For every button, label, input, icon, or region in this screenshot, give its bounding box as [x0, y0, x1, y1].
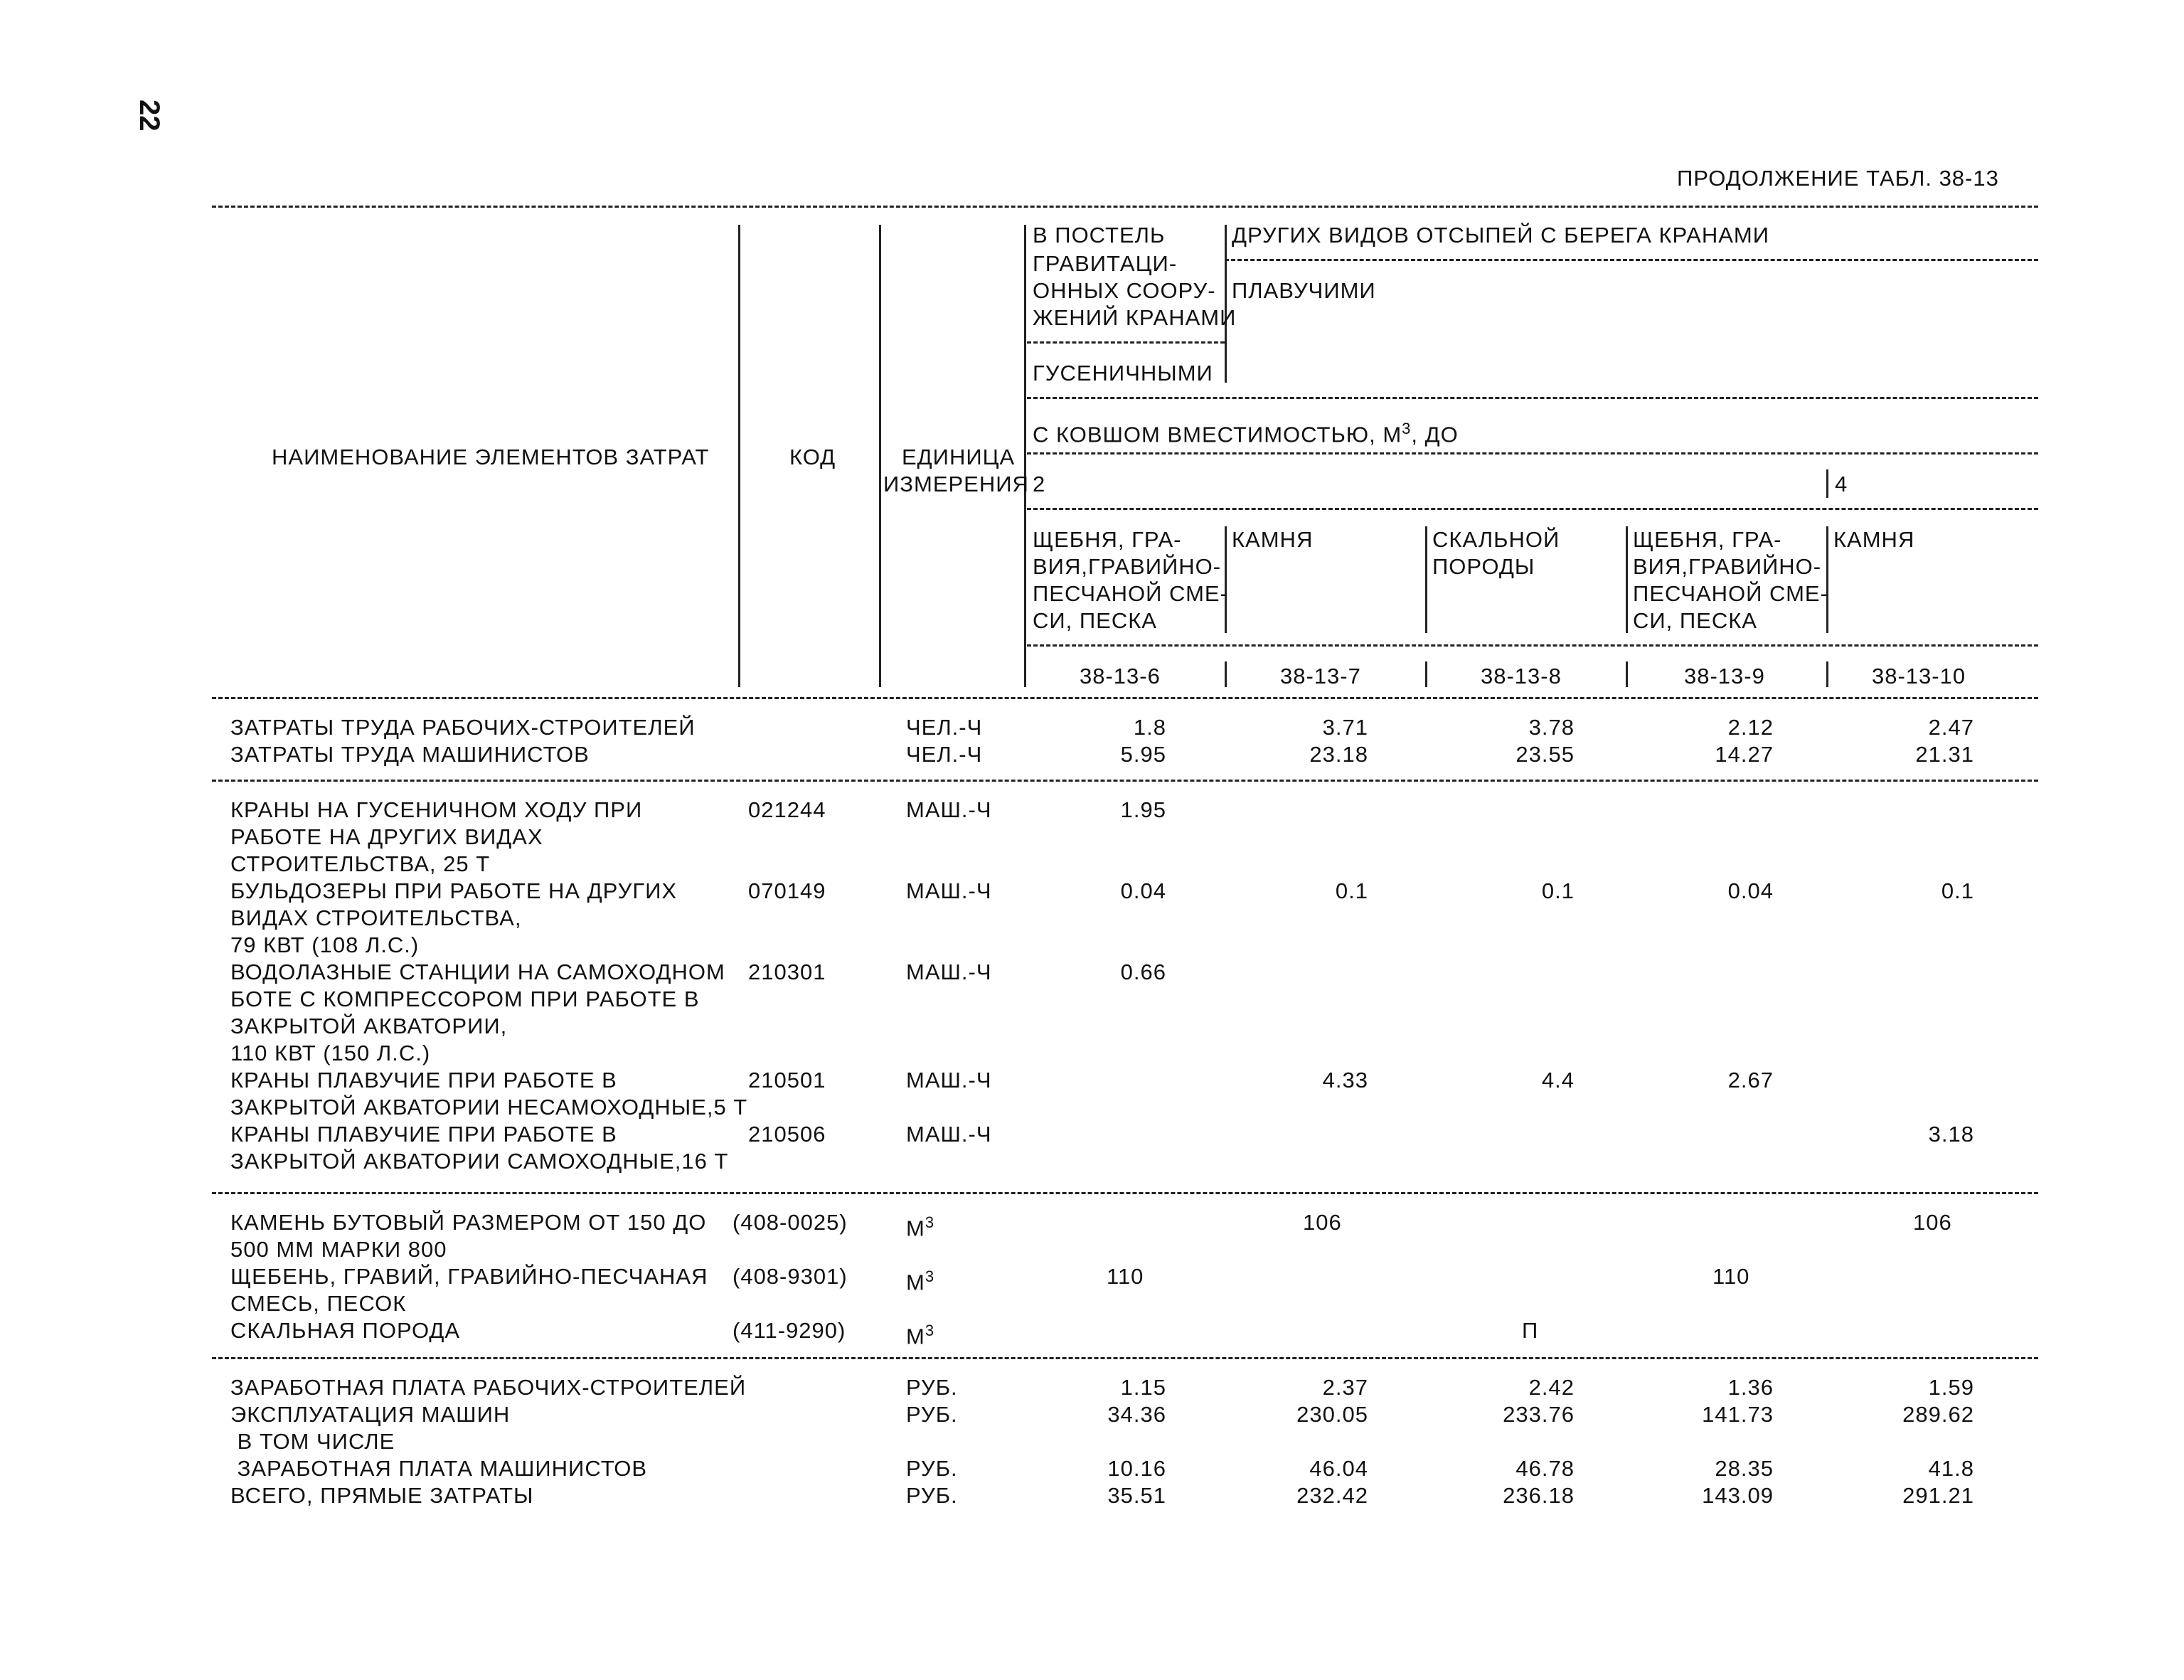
labor-row-unit: ЧЕЛ.-Ч [906, 742, 983, 767]
machine-row-name: ЗАКРЫТОЙ АКВАТОРИИ, [230, 1014, 508, 1038]
material-row-name: КАМЕНЬ БУТОВЫЙ РАЗМЕРОМ ОТ 150 ДО [230, 1210, 707, 1235]
header-bottom-border [212, 697, 2038, 699]
material-row-unit [906, 1263, 934, 1296]
machine-row-name: КРАНЫ ПЛАВУЧИЕ ПРИ РАБОТЕ В [230, 1122, 617, 1147]
material-unit-text: М [906, 1270, 925, 1295]
labor-row-value: 3.78 [1528, 715, 1575, 740]
labor-row-value: 1.8 [1133, 715, 1166, 740]
header-line-cap [1027, 508, 2038, 510]
header-m1-l4: СИ, ПЕСКА [1033, 608, 1157, 633]
machine-row-name: КРАНЫ НА ГУСЕНИЧНОМ ХОДУ ПРИ [230, 797, 643, 822]
total-row-unit: РУБ. [906, 1483, 958, 1508]
machine-row-name: РАБОТЕ НА ДРУГИХ ВИДАХ [230, 824, 543, 849]
machine-row-name: 110 КВТ (150 Л.С.) [230, 1041, 431, 1065]
machine-row-name: ВИДАХ СТРОИТЕЛЬСТВА, [230, 905, 522, 930]
header-m3-l1: СКАЛЬНОЙ [1432, 527, 1560, 552]
header-m4-l1: ЩЕБНЯ, ГРА- [1633, 527, 1782, 552]
header-m4-l4: СИ, ПЕСКА [1633, 608, 1757, 633]
material-row-value: 110 [1107, 1264, 1144, 1289]
material-unit-text: М [906, 1216, 925, 1241]
code-divider-4 [1826, 661, 1828, 687]
header-line-bucket-top [1027, 397, 2038, 399]
labor-row-name: ЗАТРАТЫ ТРУДА РАБОЧИХ-СТРОИТЕЛЕЙ [230, 715, 696, 740]
header-divider-unit [1024, 225, 1026, 687]
total-row-value: 2.42 [1528, 1375, 1575, 1400]
machine-row-unit: МАШ.-Ч [906, 1068, 992, 1092]
header-divider-cap [1826, 469, 1828, 498]
total-row-value: 236.18 [1503, 1483, 1575, 1508]
machine-row-unit: МАШ.-Ч [906, 1122, 992, 1147]
machine-row-name: СТРОИТЕЛЬСТВА, 25 Т [230, 851, 491, 876]
machine-row-code: 210301 [748, 959, 826, 984]
section-divider-machines [212, 1192, 2038, 1194]
material-row-unit [906, 1317, 934, 1350]
header-g1-l4: ЖЕНИЙ КРАНАМИ [1033, 305, 1237, 330]
header-divider-m4 [1826, 526, 1828, 633]
material-row-code: (408-9301) [733, 1264, 848, 1289]
total-row-value: 2.37 [1322, 1375, 1368, 1400]
material-row-value: П [1522, 1318, 1539, 1343]
total-row-unit: РУБ. [906, 1456, 958, 1481]
total-row-name: В ТОМ ЧИСЛЕ [230, 1429, 395, 1454]
header-m1-l1: ЩЕБНЯ, ГРА- [1033, 527, 1182, 552]
total-row-value: 35.51 [1107, 1483, 1166, 1508]
header-bucket-text: С КОВШОМ ВМЕСТИМОСТЬЮ, М [1033, 422, 1402, 447]
labor-row-value: 2.12 [1727, 715, 1774, 740]
machine-row-value: 1.95 [1120, 797, 1166, 822]
total-row-unit: РУБ. [906, 1375, 958, 1400]
labor-row-value: 23.18 [1309, 742, 1368, 767]
header-m4-l2: ВИЯ,ГРАВИЙНО- [1633, 554, 1822, 579]
total-row-value: 230.05 [1296, 1402, 1368, 1427]
col-code: 38-13-7 [1280, 664, 1361, 689]
material-unit-sup: 3 [925, 1267, 935, 1285]
machine-row-code: 021244 [748, 797, 826, 822]
machine-row-name: ЗАКРЫТОЙ АКВАТОРИИ НЕСАМОХОДНЫЕ,5 Т [230, 1095, 748, 1120]
material-row-name: СМЕСЬ, ПЕСОК [230, 1291, 407, 1316]
labor-row-value: 23.55 [1516, 742, 1575, 767]
machine-row-code: 210501 [748, 1068, 826, 1092]
material-row-code: (408-0025) [733, 1210, 848, 1235]
machine-row-code: 070149 [748, 878, 826, 903]
header-g1-l3: ОННЫХ СООРУ- [1033, 278, 1216, 303]
total-row-value: 232.42 [1296, 1483, 1368, 1508]
total-row-value: 143.09 [1702, 1483, 1774, 1508]
header-g2-sub: ПЛАВУЧИМИ [1232, 278, 1376, 303]
machine-row-value: 0.04 [1727, 878, 1774, 903]
header-m1-l2: ВИЯ,ГРАВИЙНО- [1033, 554, 1222, 579]
continuation-title: ПРОДОЛЖЕНИЕ ТАБЛ. 38-13 [1677, 166, 1999, 191]
total-row-value: 1.36 [1727, 1375, 1774, 1400]
total-row-value: 141.73 [1702, 1402, 1774, 1427]
total-row-name: ВСЕГО, ПРЯМЫЕ ЗАТРАТЫ [230, 1483, 534, 1508]
material-row-name: 500 ММ МАРКИ 800 [230, 1237, 447, 1262]
header-divider-m3 [1626, 526, 1628, 633]
header-line-g1 [1027, 341, 1225, 344]
header-divider-name [738, 225, 740, 687]
machine-row-unit: МАШ.-Ч [906, 878, 992, 903]
header-g1-l1: В ПОСТЕЛЬ [1033, 223, 1166, 248]
material-row-unit [906, 1209, 934, 1242]
machine-row-value: 4.4 [1541, 1068, 1575, 1092]
header-g2-l1: ДРУГИХ ВИДОВ ОТСЫПЕЙ С БЕРЕГА КРАНАМИ [1232, 223, 1770, 248]
header-divider-m2 [1425, 526, 1427, 633]
header-divider-m1 [1225, 526, 1227, 633]
machine-row-value: 0.1 [1541, 878, 1575, 903]
total-row-value: 41.8 [1928, 1456, 1974, 1481]
total-row-value: 289.62 [1902, 1402, 1974, 1427]
machine-row-code: 210506 [748, 1122, 826, 1147]
total-row-value: 1.59 [1928, 1375, 1974, 1400]
header-m4-l3: ПЕСЧАНОЙ СМЕ- [1633, 581, 1828, 606]
header-m5: КАМНЯ [1833, 527, 1915, 552]
machine-row-unit: МАШ.-Ч [906, 959, 992, 984]
header-m2: КАМНЯ [1232, 527, 1314, 552]
total-row-name: ЗАРАБОТНАЯ ПЛАТА МАШИНИСТОВ [230, 1456, 648, 1481]
total-row-value: 10.16 [1107, 1456, 1166, 1481]
material-unit-sup: 3 [925, 1213, 935, 1231]
machine-row-name: КРАНЫ ПЛАВУЧИЕ ПРИ РАБОТЕ В [230, 1068, 617, 1092]
header-line-material [1027, 644, 2038, 647]
machine-row-value: 0.1 [1941, 878, 1974, 903]
machine-row-value: 0.04 [1120, 878, 1166, 903]
total-row-name: ЭКСПЛУАТАЦИЯ МАШИН [230, 1402, 511, 1427]
material-row-value: 110 [1712, 1264, 1750, 1289]
header-bucket-sup: 3 [1402, 420, 1412, 437]
machine-row-value: 0.66 [1120, 959, 1166, 984]
header-name: НАИМЕНОВАНИЕ ЭЛЕМЕНТОВ ЗАТРАТ [272, 445, 710, 469]
material-row-value: 106 [1303, 1210, 1342, 1235]
page-number: 22 [134, 100, 165, 132]
col-code: 38-13-6 [1080, 664, 1161, 689]
labor-row-value: 14.27 [1715, 742, 1774, 767]
col-code: 38-13-9 [1684, 664, 1765, 689]
header-m1-l3: ПЕСЧАНОЙ СМЕ- [1033, 581, 1228, 606]
total-row-name: ЗАРАБОТНАЯ ПЛАТА РАБОЧИХ-СТРОИТЕЛЕЙ [230, 1375, 747, 1400]
code-divider-3 [1626, 661, 1628, 687]
total-row-value: 233.76 [1503, 1402, 1575, 1427]
total-row-value: 291.21 [1902, 1483, 1974, 1508]
material-row-name: ЩЕБЕНЬ, ГРАВИЙ, ГРАВИЙНО-ПЕСЧАНАЯ [230, 1264, 708, 1289]
code-divider-2 [1425, 661, 1427, 687]
col-code: 38-13-10 [1872, 664, 1966, 689]
machine-row-name: 79 КВТ (108 Л.С.) [230, 932, 420, 957]
code-divider-1 [1225, 661, 1227, 687]
labor-row-value: 21.31 [1915, 742, 1974, 767]
header-line-bucket-bottom [1027, 452, 2038, 454]
material-row-code: (411-9290) [733, 1318, 846, 1343]
header-code: КОД [789, 445, 836, 469]
machine-row-value: 0.1 [1335, 878, 1368, 903]
total-row-value: 46.78 [1516, 1456, 1575, 1481]
header-unit: ЕДИНИЦА [902, 445, 1016, 469]
header-cap-2: 2 [1033, 472, 1046, 496]
header-m3-l2: ПОРОДЫ [1432, 554, 1535, 579]
material-row-value: 106 [1913, 1210, 1952, 1235]
machine-row-unit: МАШ.-Ч [906, 797, 992, 822]
total-row-value: 28.35 [1715, 1456, 1774, 1481]
total-row-value: 34.36 [1107, 1402, 1166, 1427]
section-divider-labor [212, 780, 2038, 782]
total-row-value: 1.15 [1120, 1375, 1166, 1400]
header-bucket [1033, 415, 1459, 448]
header-unit-2: ИЗМЕРЕНИЯ [883, 472, 1029, 496]
table-top-border [212, 206, 2038, 208]
labor-row-unit: ЧЕЛ.-Ч [906, 715, 983, 740]
col-code: 38-13-8 [1481, 664, 1562, 689]
total-row-value: 46.04 [1309, 1456, 1368, 1481]
machine-row-name: ВОДОЛАЗНЫЕ СТАНЦИИ НА САМОХОДНОМ [230, 959, 725, 984]
header-line-g2 [1225, 259, 2038, 261]
material-unit-sup: 3 [925, 1322, 935, 1339]
total-row-unit: РУБ. [906, 1402, 958, 1427]
machine-row-name: БУЛЬДОЗЕРЫ ПРИ РАБОТЕ НА ДРУГИХ [230, 878, 678, 903]
machine-row-name: БОТЕ С КОМПРЕССОРОМ ПРИ РАБОТЕ В [230, 987, 700, 1011]
material-row-name: СКАЛЬНАЯ ПОРОДА [230, 1318, 461, 1343]
labor-row-value: 3.71 [1322, 715, 1368, 740]
machine-row-value: 2.67 [1727, 1068, 1774, 1092]
header-cap-4: 4 [1835, 472, 1848, 496]
header-divider-code [879, 225, 881, 687]
header-g1-sub: ГУСЕНИЧНЫМИ [1033, 361, 1213, 386]
labor-row-value: 5.95 [1120, 742, 1166, 767]
machine-row-name: ЗАКРЫТОЙ АКВАТОРИИ САМОХОДНЫЕ,16 Т [230, 1149, 729, 1174]
header-bucket-end: , ДО [1411, 422, 1459, 447]
header-divider-g1 [1225, 225, 1227, 383]
section-divider-materials [212, 1357, 2038, 1359]
machine-row-value: 4.33 [1322, 1068, 1368, 1092]
material-unit-text: М [906, 1324, 925, 1349]
machine-row-value: 3.18 [1928, 1122, 1974, 1147]
labor-row-value: 2.47 [1928, 715, 1974, 740]
header-g1-l2: ГРАВИТАЦИ- [1033, 251, 1178, 276]
labor-row-name: ЗАТРАТЫ ТРУДА МАШИНИСТОВ [230, 742, 590, 767]
